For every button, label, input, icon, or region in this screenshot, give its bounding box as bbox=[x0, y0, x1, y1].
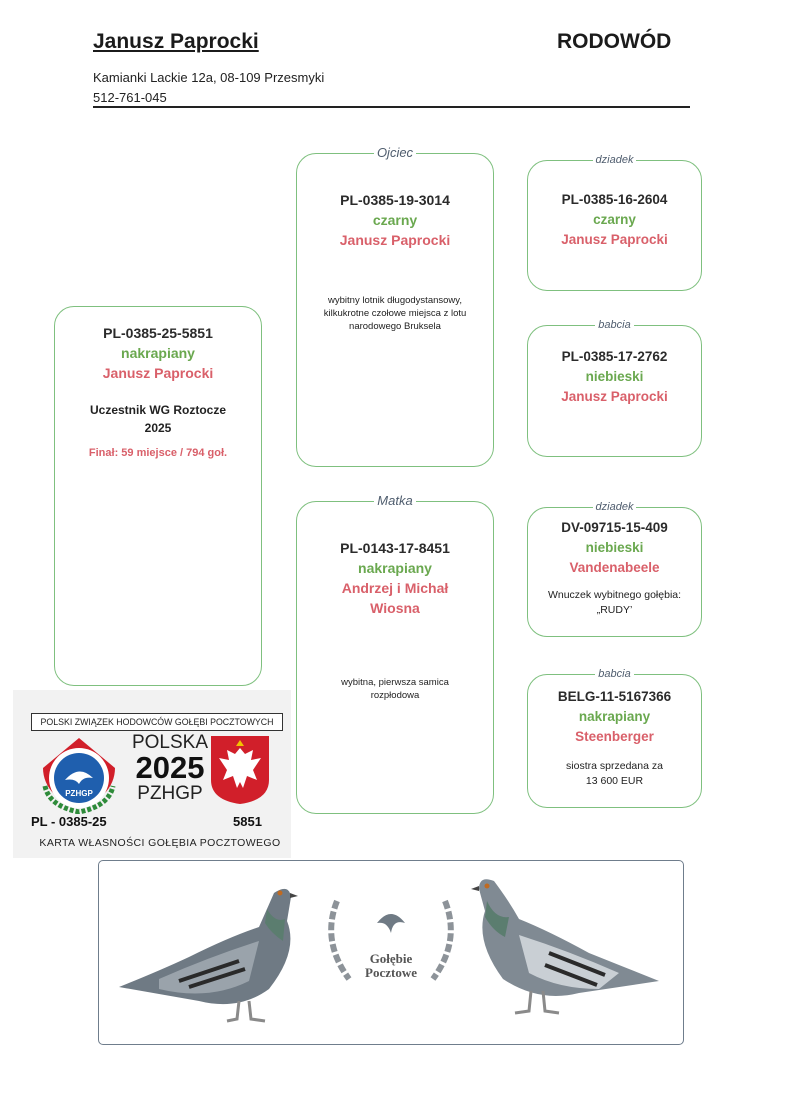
father-note: wybitny lotnik długodystansowy, kilkukrotne czołowe miejsca z lotu narodowego Bruksela bbox=[323, 295, 467, 332]
paternal-grandfather-legend: dziadek bbox=[528, 152, 701, 168]
document-title: RODOWÓD bbox=[557, 30, 672, 53]
maternal-grandmother-legend: babcia bbox=[528, 666, 701, 682]
pigeons-banner bbox=[98, 860, 684, 1045]
maternal-grandmother-note: siostra sprzedana za 13 600 EUR bbox=[566, 760, 663, 787]
right-pigeon-icon bbox=[471, 879, 659, 1013]
banner-logo-line1: Gołębie bbox=[369, 951, 413, 966]
achievement-year: 2025 bbox=[144, 421, 172, 435]
maternal-grandfather-legend: dziadek bbox=[528, 499, 701, 515]
paternal-grandmother-ring: PL-0385-17-2762 bbox=[561, 349, 668, 364]
mother-ring: PL-0143-17-8451 bbox=[340, 540, 450, 556]
maternal-grandmother-ring: BELG-11-5167366 bbox=[557, 689, 672, 704]
maternal-grandfather-note: Wnuczek wybitnego gołębia: „RUDY’ bbox=[547, 589, 682, 616]
mother-note: wybitna, pierwsza samica rozpłodowa bbox=[341, 677, 449, 701]
maternal-grandfather-breeder: Vandenabeele bbox=[569, 560, 660, 575]
left-pigeon-icon bbox=[119, 889, 298, 1021]
mother-color: nakrapiany bbox=[358, 560, 432, 576]
paternal-grandmother-breeder: Janusz Paprocki bbox=[561, 389, 668, 404]
maternal-grandfather-card bbox=[527, 501, 702, 637]
pigeon-breeder: Janusz Paprocki bbox=[102, 365, 214, 381]
father-color: czarny bbox=[372, 212, 418, 228]
owner-phone: 512-761-045 bbox=[93, 90, 167, 105]
polish-eagle-emblem-icon bbox=[209, 734, 271, 806]
maternal-grandfather-color: niebieski bbox=[585, 540, 644, 555]
banner-logo-line2: Pocztowe bbox=[365, 965, 417, 980]
svg-text:PZHGP: PZHGP bbox=[65, 789, 93, 798]
paternal-grandfather-card bbox=[527, 154, 702, 291]
maternal-grandmother-card bbox=[527, 668, 702, 808]
paternal-grandfather-breeder: Janusz Paprocki bbox=[561, 232, 668, 247]
pigeon-ring: PL-0385-25-5851 bbox=[103, 325, 213, 341]
father-legend: Ojciec bbox=[297, 145, 493, 161]
mother-legend: Matka bbox=[297, 493, 493, 509]
ownership-card-country: POLSKA bbox=[131, 732, 209, 753]
mother-breeder: Andrzej i Michał Wiosna bbox=[341, 580, 449, 616]
ownership-card-org: PZHGP bbox=[137, 783, 203, 804]
paternal-grandmother-card bbox=[527, 319, 702, 457]
owner-name: Janusz Paprocki bbox=[93, 30, 259, 53]
paternal-grandmother-color: niebieski bbox=[585, 369, 644, 384]
pigeon-color: nakrapiany bbox=[121, 345, 195, 361]
maternal-grandmother-color: nakrapiany bbox=[578, 709, 651, 724]
maternal-grandfather-ring: DV-09715-15-409 bbox=[561, 520, 668, 535]
ownership-card-year: 2025 bbox=[135, 750, 205, 785]
pzhgp-logo-icon bbox=[35, 734, 123, 814]
pigeon-achievement bbox=[55, 401, 261, 437]
owner-address: Kamianki Lackie 12a, 08-109 Przesmyki bbox=[93, 70, 325, 85]
paternal-grandmother-legend: babcia bbox=[528, 317, 701, 333]
paternal-grandfather-ring: PL-0385-16-2604 bbox=[561, 192, 668, 207]
father-breeder: Janusz Paprocki bbox=[339, 232, 451, 248]
achievement-line: Uczestnik WG Roztocze bbox=[89, 403, 227, 417]
pigeon-result: Finał: 59 miejsce / 794 goł. bbox=[88, 447, 228, 459]
father-card bbox=[296, 145, 494, 467]
ownership-card-footer: KARTA WŁASNOŚCI GOŁĘBIA POCZTOWEGO bbox=[39, 837, 281, 849]
ownership-card bbox=[13, 690, 291, 858]
pigeon-card bbox=[54, 306, 262, 686]
ownership-card-ring: PL - 0385-25 bbox=[31, 814, 107, 829]
ownership-card-number: 5851 bbox=[233, 814, 262, 829]
ownership-card-header: POLSKI ZWIĄZEK HODOWCÓW GOŁĘBI POCZTOWYCH bbox=[31, 713, 283, 731]
father-ring: PL-0385-19-3014 bbox=[340, 192, 450, 208]
paternal-grandfather-color: czarny bbox=[593, 212, 636, 227]
header-divider bbox=[93, 106, 690, 108]
maternal-grandmother-breeder: Steenberger bbox=[575, 729, 654, 744]
mother-card bbox=[296, 493, 494, 814]
